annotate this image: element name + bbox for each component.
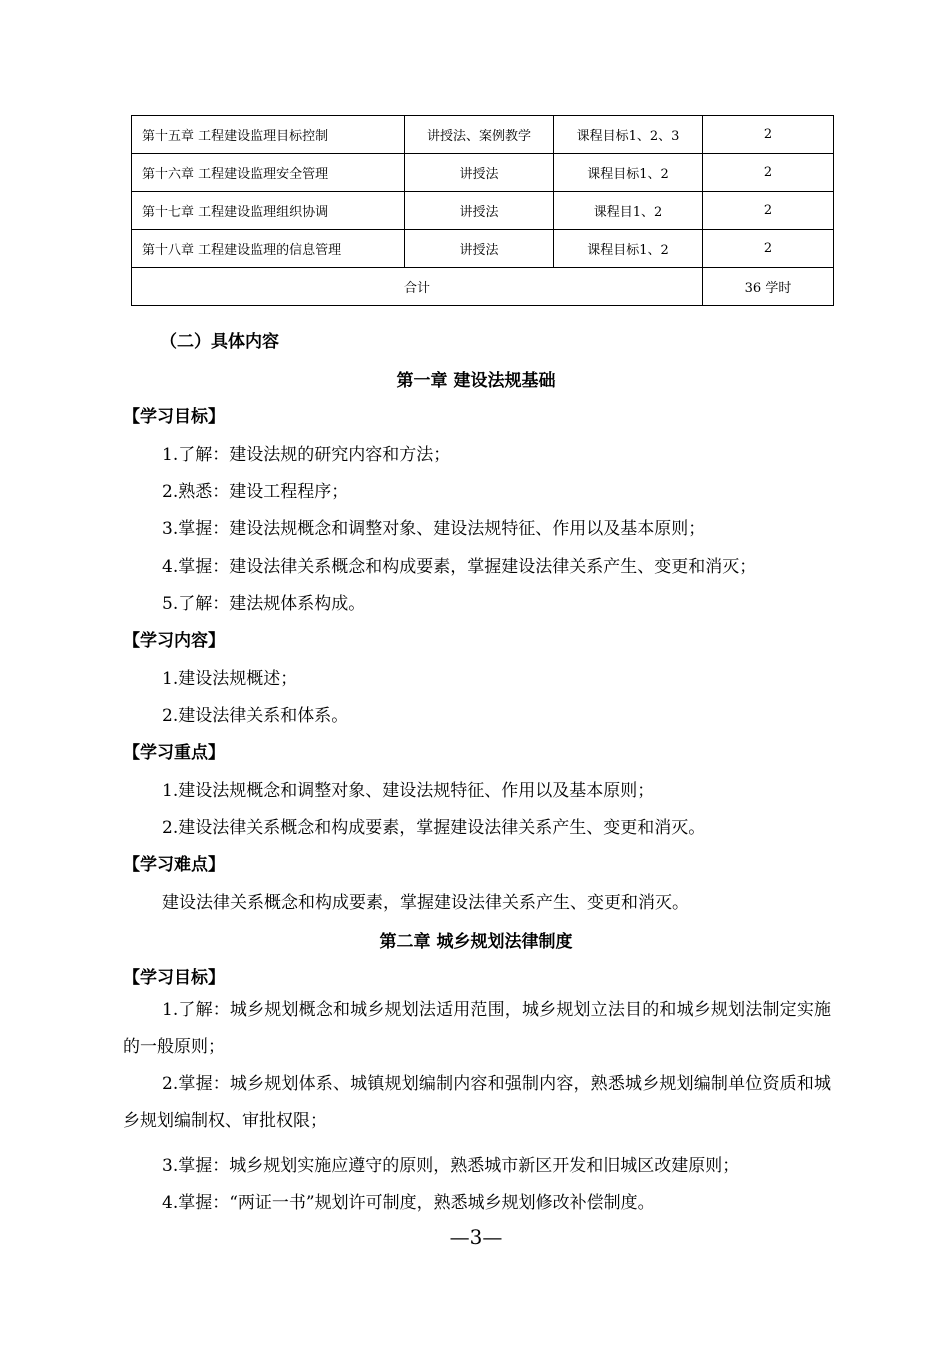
chapter1-goal-item: 2.熟悉：建设工程程序； <box>162 482 349 502</box>
chapter2-goal-item: 3.掌握：城乡规划实施应遵守的原则，熟悉城市新区开发和旧城区改建原则； <box>162 1156 740 1176</box>
chapter-cell: 第十六章 工程建设监理安全管理 <box>132 154 405 192</box>
hours-cell: 2 <box>703 154 834 192</box>
chapter2-goal-paragraph: 2.掌握：城乡规划体系、城镇规划编制内容和强制内容，熟悉城乡规划编制单位资质和城乡规划编制权、审批权限； <box>123 1074 831 1131</box>
total-label-cell: 合计 <box>132 268 703 306</box>
chapter1-goal-item: 5.了解：建法规体系构成。 <box>162 594 366 614</box>
chapter1-goal-item: 3.掌握：建设法规概念和调整对象、建设法规特征、作用以及基本原则； <box>162 519 706 539</box>
method-cell: 讲授法 <box>405 192 554 230</box>
table-row <box>132 230 834 268</box>
table-total-row <box>132 268 834 306</box>
target-cell: 课程目标1、2 <box>554 230 703 268</box>
chapter1-key-item: 2.建设法律关系概念和构成要素，掌握建设法律关系产生、变更和消灭。 <box>162 818 706 838</box>
chapter1-key-item: 1.建设法规概念和调整对象、建设法规特征、作用以及基本原则； <box>162 781 655 801</box>
table-row <box>132 116 834 154</box>
chapter1-goal-item: 4.掌握：建设法律关系概念和构成要素，掌握建设法律关系产生、变更和消灭； <box>162 557 757 577</box>
chapter1-title: 第一章 建设法规基础 <box>396 371 556 391</box>
method-cell: 讲授法、案例教学 <box>405 116 554 154</box>
course-schedule-table <box>131 115 834 306</box>
chapter1-content-item: 2.建设法律关系和体系。 <box>162 706 349 726</box>
chapter-cell: 第十五章 工程建设监理目标控制 <box>132 116 405 154</box>
method-cell: 讲授法 <box>405 230 554 268</box>
table-row <box>132 154 834 192</box>
hours-cell: 2 <box>703 116 834 154</box>
chapter1-goals-heading: 【学习目标】 <box>123 407 225 427</box>
chapter1-content-heading: 【学习内容】 <box>123 631 225 651</box>
chapter2-goals-heading: 【学习目标】 <box>123 968 225 988</box>
chapter-cell: 第十八章 工程建设监理的信息管理 <box>132 230 405 268</box>
chapter1-goal-item: 1.了解：建设法规的研究内容和方法； <box>162 445 451 465</box>
chapter1-difficult-heading: 【学习难点】 <box>123 855 225 875</box>
chapter1-key-heading: 【学习重点】 <box>123 743 225 763</box>
target-cell: 课程目1、2 <box>554 192 703 230</box>
section-title: （二）具体内容 <box>160 332 279 352</box>
table-row <box>132 192 834 230</box>
total-hours-cell: 36 学时 <box>703 268 834 306</box>
chapter1-content-item: 1.建设法规概述； <box>162 669 298 689</box>
chapter2-title: 第二章 城乡规划法律制度 <box>379 932 573 952</box>
method-cell: 讲授法 <box>405 154 554 192</box>
target-cell: 课程目标1、2 <box>554 154 703 192</box>
target-cell: 课程目标1、2、3 <box>554 116 703 154</box>
page-number: —3— <box>449 1225 503 1249</box>
chapter2-goal-paragraph: 1.了解：城乡规划概念和城乡规划法适用范围，城乡规划立法目的和城乡规划法制定实施的一般原则； <box>123 1000 831 1057</box>
chapter2-goal-item: 4.掌握：“两证一书”规划许可制度，熟悉城乡规划修改补偿制度。 <box>162 1193 655 1213</box>
chapter1-difficult-text: 建设法律关系概念和构成要素，掌握建设法律关系产生、变更和消灭。 <box>162 893 689 913</box>
hours-cell: 2 <box>703 192 834 230</box>
chapter-cell: 第十七章 工程建设监理组织协调 <box>132 192 405 230</box>
hours-cell: 2 <box>703 230 834 268</box>
